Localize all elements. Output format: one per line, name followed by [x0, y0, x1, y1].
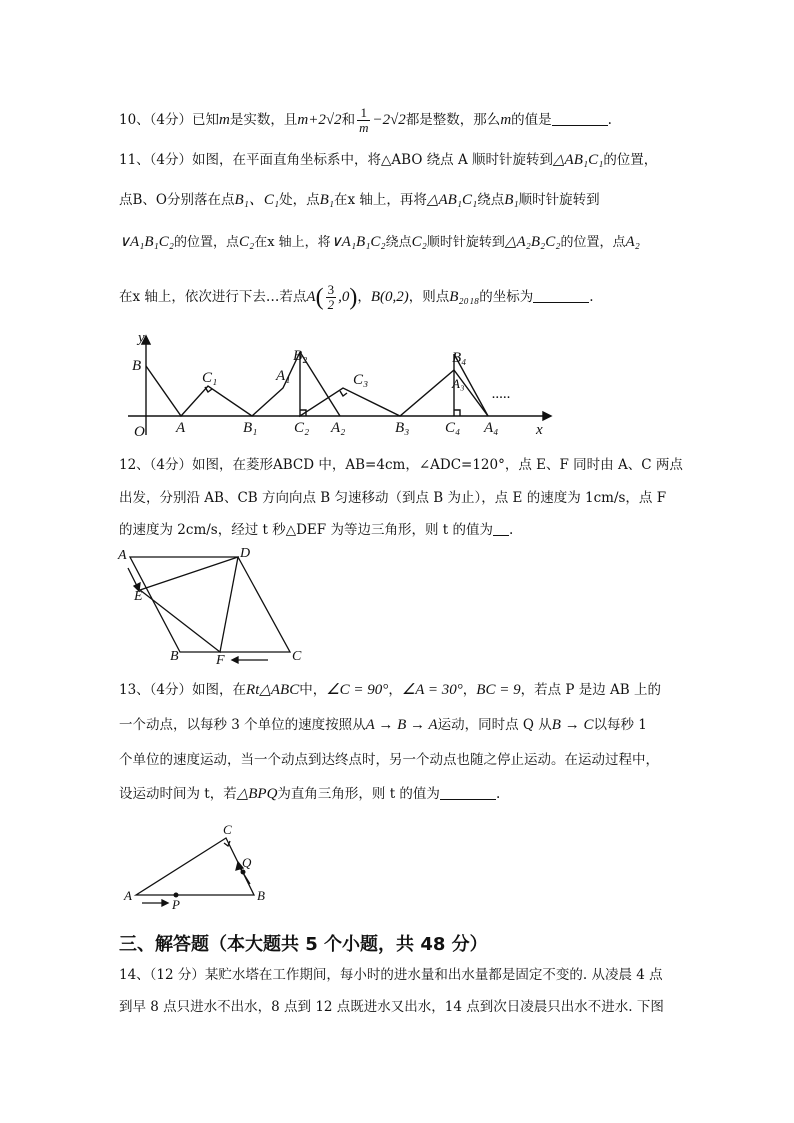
q13-end: .	[495, 786, 501, 802]
section-heading: 三、解答题（本大题共 5 个小题，共 48 分）	[119, 934, 488, 955]
q13-text: 中，	[299, 682, 327, 698]
q13-math: ∠C = 90°	[326, 682, 389, 698]
q11-text: .	[589, 289, 594, 305]
var-m: m	[500, 112, 512, 128]
label-B: B	[257, 888, 265, 903]
q13-text: ，	[388, 682, 402, 698]
q11-text: 绕点	[385, 235, 412, 250]
q13-math: A → B → A	[365, 717, 438, 733]
label-F: F	[216, 653, 225, 668]
question-10	[119, 106, 612, 135]
q12-end: .	[508, 522, 514, 538]
frac-den: 2	[327, 297, 335, 312]
q11-text: 的位置，点	[173, 235, 239, 250]
q11-text: 顺时针旋转到	[426, 235, 505, 250]
q13-math: Rt△ABC	[246, 682, 300, 698]
q11-math: ,0	[338, 289, 350, 305]
question-11-line-1	[119, 150, 657, 170]
label-B: B	[132, 358, 142, 374]
q13-text: 13、（4分）如图，在	[119, 682, 247, 698]
figure-13-triangle	[118, 820, 288, 912]
q11-math: ∨A₁B₁C₂	[330, 234, 386, 250]
label-C1: C₁	[202, 370, 218, 386]
q11-text: 绕点	[477, 192, 505, 208]
label-x: x	[536, 422, 543, 438]
label-A2: A₂	[331, 420, 346, 436]
label-B: B	[170, 649, 179, 664]
rhombus-abcd	[130, 557, 290, 652]
label-A: A	[176, 420, 186, 436]
q11-math: △AB₁C₁	[553, 152, 604, 168]
expr-m-plus: m+2√2	[297, 112, 342, 128]
q13-text: 以每秒 1	[593, 717, 647, 733]
q10-end: .	[607, 112, 612, 128]
question-12-line-1: 12、（4分）如图，在菱形ABCD 中，AB=4cm，∠ADC=120°，点 E、F 同时由 A、C 两点	[119, 457, 683, 473]
q10-text: 都是整数，那么	[405, 112, 501, 128]
question-12-line-2: 出发，分别沿 AB、CB 方向向点 B 匀速移动（到点 B 为止），点 E 的速度为 1cm/s，点 F	[119, 490, 667, 506]
answer-blank[interactable]	[552, 111, 608, 126]
paren-open: (	[315, 284, 324, 311]
q11-math: △A₂B₂C₂	[504, 234, 561, 250]
arrow-p-head	[162, 900, 168, 906]
q13-math: △BPQ	[236, 786, 278, 802]
q13-math: B → C	[551, 717, 594, 733]
label-C: C	[292, 649, 302, 664]
question-11-line-4	[119, 283, 594, 312]
label-E: E	[134, 589, 143, 604]
label-dots: .....	[492, 386, 511, 402]
label-B3: B₃	[395, 420, 410, 436]
answer-blank[interactable]	[533, 288, 589, 303]
q11-text: 处，点	[279, 192, 320, 208]
point-q	[241, 870, 246, 875]
q10-text: 是实数，且	[229, 112, 298, 128]
question-11-line-2	[119, 190, 600, 210]
q11-text: 点B、O分别落在点	[119, 192, 235, 208]
label-B1: B₁	[243, 420, 258, 436]
q10-prefix: 10、（4分）已知	[119, 112, 220, 128]
label-B4: B₄	[452, 350, 467, 366]
q10-text: 和	[341, 112, 356, 128]
x-axis-arrow	[543, 412, 551, 420]
q13-text: 为直角三角形，则 t 的值为	[277, 786, 440, 802]
label-C3: C₃	[353, 372, 369, 388]
label-A4: A₄	[484, 420, 499, 436]
q11-math: A	[306, 289, 316, 305]
label-y: y	[138, 330, 145, 346]
label-A1: A₁	[276, 368, 291, 384]
q13-math: BC = 9	[476, 682, 521, 698]
label-C2: C₂	[294, 420, 310, 436]
var-m: m	[219, 112, 230, 128]
q13-text: 运动，同时点 Q 从	[437, 717, 552, 733]
q11-math: A₂	[625, 234, 640, 250]
question-13-line-4	[119, 784, 500, 804]
q11-text: ，	[357, 289, 371, 305]
expr-minus: −2√2	[372, 112, 406, 128]
q12-text: 的速度为 2cm/s，经过 t 秒△DEF 为等边三角形，则 t 的值为	[119, 522, 493, 538]
q11-text: 在x 轴上，再将	[334, 192, 427, 208]
question-14-line-2: 到早 8 点只进水不出水，8 点到 12 点既进水又出水，14 点到次日凌晨只出水不进水. 下图	[119, 999, 664, 1015]
label-B2: B₂	[293, 348, 308, 364]
question-12-line-3	[119, 520, 513, 540]
q11-math: B₁	[504, 192, 519, 208]
q11-math: ∨A₁B₁C₂	[119, 234, 174, 250]
fraction-1-over-m	[357, 106, 370, 135]
q11-math: B₁	[319, 192, 334, 208]
q13-text: ，若点 P 是边 AB 上的	[520, 682, 661, 698]
question-11-line-3	[119, 232, 640, 253]
paren-close: )	[349, 284, 358, 311]
q13-math: ∠A = 30°	[401, 682, 463, 698]
frac-num: 1	[357, 106, 370, 121]
frac-num: 3	[327, 282, 335, 297]
q11-math: C₂	[411, 234, 427, 250]
question-13-line-3: 个单位的速度运动，当一个动点到达终点时，另一个动点也随之停止运动。在运动过程中，	[119, 752, 659, 768]
q11-math: B₂₀₁₈	[449, 289, 480, 305]
label-A3: A₃	[452, 376, 465, 391]
q11-text: 的位置，	[603, 152, 658, 168]
q11-text: 的坐标为	[479, 289, 534, 305]
label-O: O	[134, 424, 145, 440]
frac-den: m	[359, 120, 369, 135]
figure-12-rhombus	[110, 542, 310, 670]
q11-text: ，则点	[408, 289, 450, 305]
figure-11-rotations	[118, 330, 558, 442]
label-C: C	[223, 822, 232, 837]
q10-text: 的值是	[511, 112, 552, 128]
q11-text: 顺时针旋转到	[518, 192, 600, 208]
question-13-line-1	[119, 680, 661, 700]
q11-math: B(0,2)	[370, 289, 409, 305]
label-D: D	[240, 546, 251, 561]
question-13-line-2	[119, 715, 647, 735]
label-A: A	[124, 888, 132, 903]
q13-text: 一个动点，以每秒 3 个单位的速度按照从	[119, 717, 366, 733]
right-angle-c4	[454, 410, 460, 416]
arrow-f-head	[232, 657, 238, 663]
q11-math: C₂	[238, 234, 255, 250]
q11-text: 11、（4分）如图，在平面直角坐标系中，将△ABO 绕点 A 顺时针旋转到	[119, 152, 554, 168]
q11-math: B₁、C₁	[234, 192, 280, 208]
triangle-path	[146, 352, 488, 416]
q13-text: 设运动时间为 t，若	[119, 786, 237, 802]
answer-blank[interactable]	[493, 521, 509, 536]
q11-text: 在x 轴上，将	[254, 235, 331, 250]
q13-text: ，	[462, 682, 477, 698]
question-14-line-1: 14、（12 分）某贮水塔在工作期间，每小时的进水量和出水量都是固定不变的. 从凌晨 4 点	[119, 967, 663, 983]
fraction-3-over-2	[326, 283, 337, 312]
answer-blank[interactable]	[440, 785, 496, 800]
q11-text: 的位置，点	[560, 235, 626, 250]
label-P: P	[172, 897, 180, 912]
q11-math: △AB₁C₁	[426, 192, 478, 208]
label-A: A	[118, 548, 127, 563]
q11-text: 在x 轴上，依次进行下去…若点	[119, 289, 307, 305]
right-angle-c3	[340, 391, 347, 396]
label-Q: Q	[242, 855, 252, 870]
label-C4: C₄	[445, 420, 461, 436]
